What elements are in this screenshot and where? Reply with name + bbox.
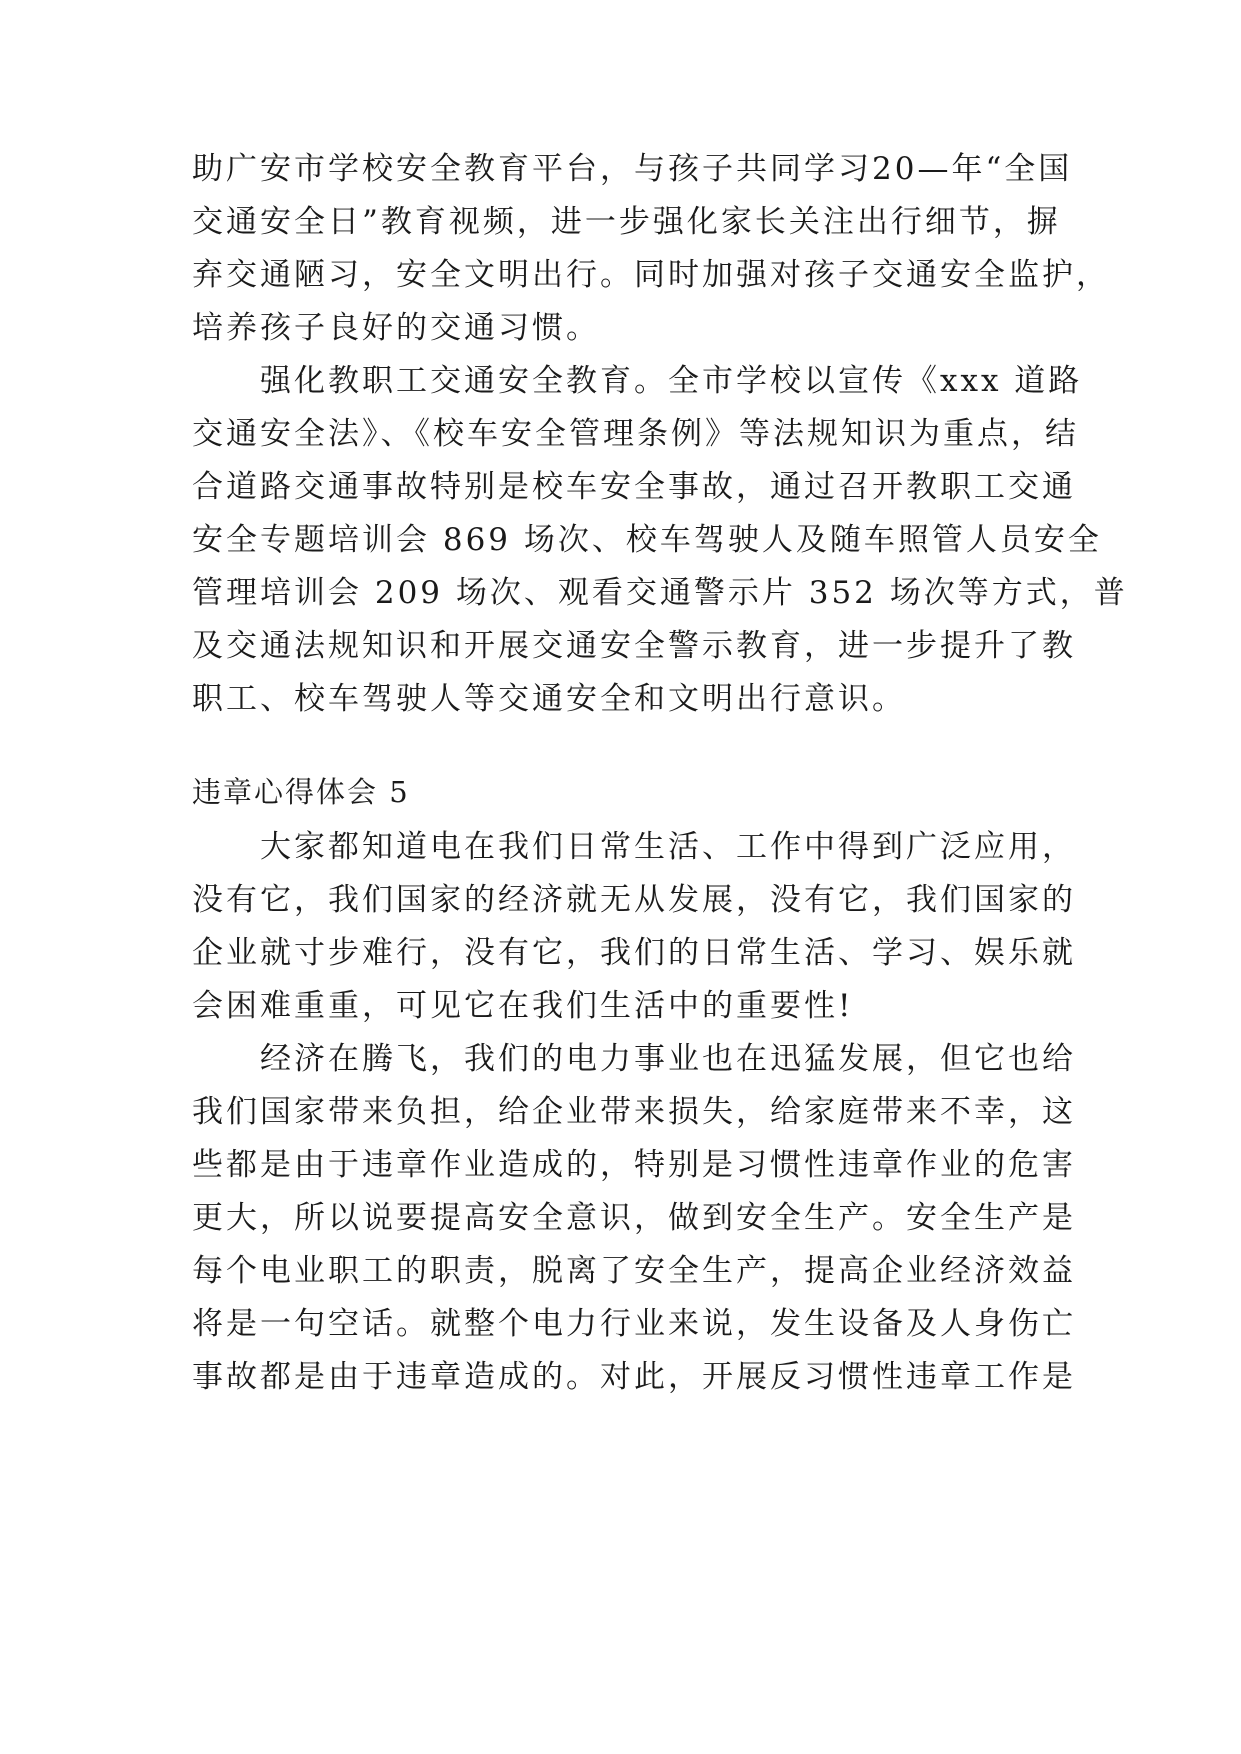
paragraph-line: 将是一句空话。就整个电力行业来说，发生设备及人身伤亡 — [192, 1306, 1076, 1342]
paragraph-line: 企业就寸步难行，没有它，我们的日常生活、学习、娱乐就 — [192, 935, 1076, 971]
paragraph-line: 交通安全日”教育视频，进一步强化家长关注出行细节，摒 — [192, 204, 1061, 240]
paragraph-line: 合道路交通事故特别是校车安全事故，通过召开教职工交通 — [192, 469, 1076, 505]
paragraph-line: 些都是由于违章作业造成的，特别是习惯性违章作业的危害 — [192, 1147, 1076, 1183]
paragraph-line: 事故都是由于违章造成的。对此，开展反习惯性违章工作是 — [192, 1359, 1076, 1395]
paragraph-line: 强化教职工交通安全教育。全市学校以宣传《xxx 道路 — [192, 363, 1083, 399]
paragraph-line: 安全专题培训会 869 场次、校车驾驶人及随车照管人员安全 — [192, 522, 1102, 558]
paragraph-line: 会困难重重，可见它在我们生活中的重要性! — [192, 988, 854, 1024]
paragraph-line: 管理培训会 209 场次、观看交通警示片 352 场次等方式，普 — [192, 575, 1128, 611]
paragraph-line: 我们国家带来负担，给企业带来损失，给家庭带来不幸，这 — [192, 1094, 1076, 1130]
paragraph-line: 职工、校车驾驶人等交通安全和文明出行意识。 — [192, 681, 906, 717]
paragraph-line: 及交通法规知识和开展交通安全警示教育，进一步提升了教 — [192, 628, 1076, 664]
paragraph-line: 更大，所以说要提高安全意识，做到安全生产。安全生产是 — [192, 1200, 1076, 1236]
paragraph-line: 每个电业职工的职责，脱离了安全生产，提高企业经济效益 — [192, 1253, 1076, 1289]
paragraph-line: 交通安全法》、《校车安全管理条例》等法规知识为重点，结 — [192, 416, 1079, 452]
paragraph-line: 弃交通陋习，安全文明出行。同时加强对孩子交通安全监护， — [192, 257, 1110, 293]
paragraph-line: 培养孩子良好的交通习惯。 — [192, 310, 600, 346]
section-title: 违章心得体会 5 — [192, 775, 410, 809]
paragraph-line: 大家都知道电在我们日常生活、工作中得到广泛应用， — [192, 829, 1076, 865]
paragraph-line: 助广安市学校安全教育平台，与孩子共同学习20—年“全国 — [192, 151, 1073, 187]
paragraph-line: 经济在腾飞，我们的电力事业也在迅猛发展，但它也给 — [192, 1041, 1076, 1077]
paragraph-line: 没有它，我们国家的经济就无从发展，没有它，我们国家的 — [192, 882, 1076, 918]
